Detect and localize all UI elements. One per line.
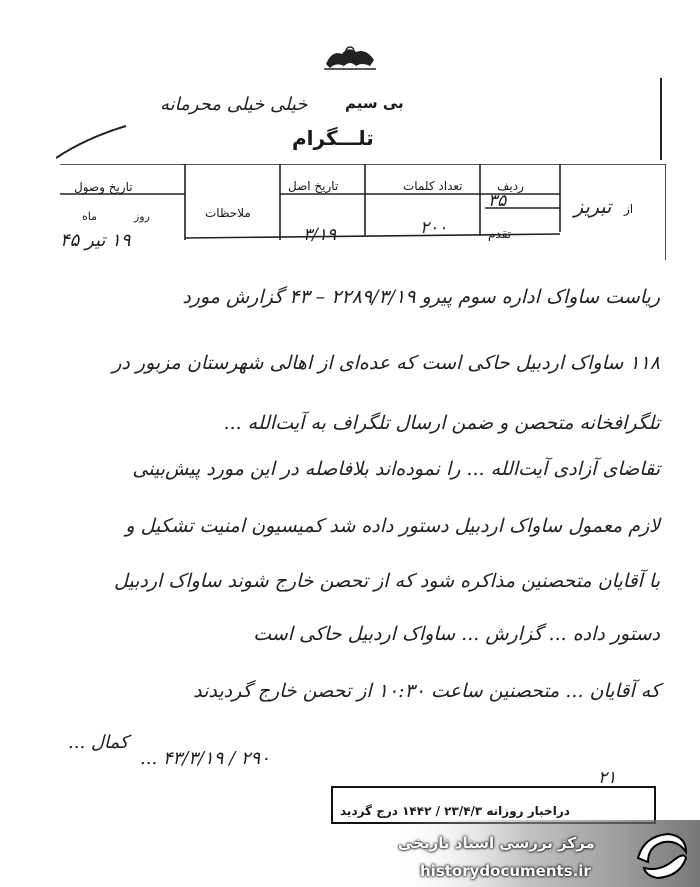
taqadom-label: تقدم [488,227,512,241]
orig-date-value: ۳/۱۹ [303,225,337,245]
month-label: ماه [82,210,98,223]
word-count-label: تعداد کلمات [403,179,463,193]
archive-stamp-text: دراخبار روزانه ۲۳/۴/۳ / ۱۴۴۲ درج گردید [340,804,570,818]
telegram-heading: تلـــگرام [292,126,374,150]
body-line-1: ریاست ساواک اداره سوم پیرو ۲۲۸۹/۳/۱۹ – ۴۳ گزارش مورد [182,286,660,308]
archive-logo-icon [634,828,690,882]
watermark-text-en: historydocuments.ir [420,862,591,880]
from-value: تبریز [574,196,612,218]
body-line-6: با آقایان متحصنین مذاکره شود که از تحصن خارج شوند ساواک اردبیل [113,570,660,592]
signature: کمال ... [68,732,129,753]
body-line-3: تلگرافخانه متحصن و ضمن ارسال تلگراف به آیت‌الله ... [223,412,660,434]
word-count-value: ۲۰۰ [420,218,448,238]
lion-sun-emblem-icon [322,42,378,72]
classification-handwritten: خیلی خیلی محرمانه [160,94,308,115]
corner-number: ۲۱ [598,768,617,788]
reference-code: ۲۹۰ / ۴۳/۳/۱۹ ... [140,748,270,769]
body-line-5: لازم معمول ساواک اردبیل دستور داده شد کمیسیون امنیت تشکیل و [125,515,660,537]
arrival-date-label: تاریخ وصول [74,180,133,194]
bi-sim-heading: بی سیم [345,94,404,112]
body-line-7: دستور داده ... گزارش ... ساواک اردبیل حاکی است [253,623,660,645]
day-label: روز [134,210,150,223]
radif-value: ۳۵ [488,191,507,211]
notes-label: ملاحظات [205,206,251,220]
body-line-2: ۱۱۸ ساواک اردبیل حاکی است که عده‌ای از اهالی شهرستان مزبور در [112,352,660,374]
from-label: از [624,202,634,216]
watermark-shadow [0,820,700,887]
body-line-8: که آقایان ... متحصنین ساعت ۱۰:۳۰ از تحصن خارج گردیدند [193,680,660,702]
body-line-4: تقاضای آزادی آیت‌الله ... را نموده‌اند بلافاصله در این مورد پیش‌بینی [132,458,660,480]
arrival-date-value: ۱۹ تیر ۴۵ [60,230,131,251]
orig-date-label: تاریخ اصل [288,179,339,193]
radif-label: ردیف [497,179,524,193]
watermark-text-fa: مرکز بررسی اسناد تاریخی [398,834,595,852]
